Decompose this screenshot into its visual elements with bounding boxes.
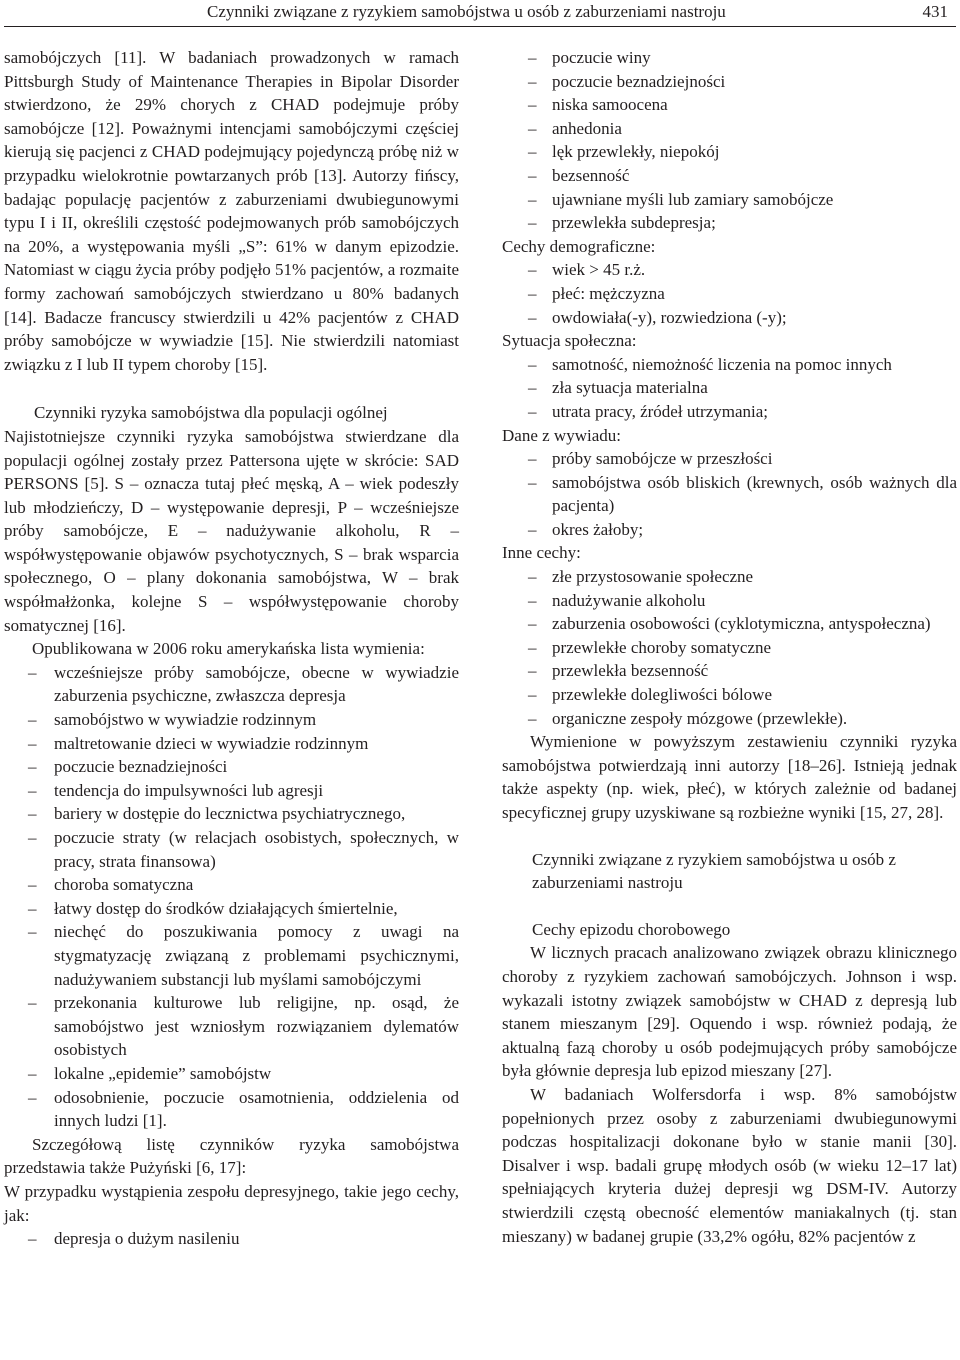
- dash-marker: –: [528, 637, 537, 657]
- dash-marker: –: [528, 472, 537, 492]
- running-title: Czynniki związane z ryzykiem samobójstwa u osób z zaburzeniami nastroju: [207, 2, 726, 21]
- risk-factor-list: [4, 661, 459, 1133]
- list-item: – przewlekła bezsenność: [502, 659, 957, 683]
- list-item: – organiczne zespoły mózgowe (przewlekłe).: [502, 707, 957, 731]
- list-item: – poczucie winy: [502, 46, 957, 70]
- list-item: – przewlekła subdepresja;: [502, 211, 957, 235]
- list-item: – okres żałoby;: [502, 518, 957, 542]
- dash-marker: –: [528, 142, 537, 162]
- paragraph-confirmation: Wymienione w powyższym zestawieniu czynniki ryzyka samobójstwa potwierdzają inni autorzy [18–26]. Istnieją jednak także aspekty (np. wiek, płeć), w których zależnie od badanej specyficznej grupy uzyskiwane są rozbieżne wyniki [15, 27, 28].: [502, 732, 957, 822]
- dash-marker: –: [528, 213, 537, 233]
- spacer: [502, 825, 957, 848]
- list-item: – przewlekłe choroby somatyczne: [502, 636, 957, 660]
- dash-marker: –: [528, 614, 537, 634]
- list-item: – bezsenność: [502, 164, 957, 188]
- dash-marker: –: [28, 1063, 37, 1083]
- list-item: – łatwy dostęp do środków działających śmiertelnie,: [4, 897, 459, 921]
- list-item: – tendencja do impulsywności lub agresji: [4, 779, 459, 803]
- list-item: – niska samoocena: [502, 93, 957, 117]
- paragraph-american-list: Opublikowana w 2006 roku amerykańska lista wymienia:: [32, 639, 425, 659]
- page-header: [0, 0, 960, 27]
- paragraph-depressive-syndrome: W przypadku wystąpienia zespołu depresyjnego, takie jego cechy, jak:: [4, 1181, 459, 1225]
- dash-marker: –: [528, 165, 537, 185]
- paragraph-clinical-picture: W licznych pracach analizowano związek obrazu klinicznego choroby z ryzykiem zachowań samobójczych. Johnson i wsp. wykazali istotny związek samobójstw w CHAD z depresją lub stanem mieszanym [29]. Oquendo i wsp. również podają, że aktualną fazą choroby u osób podejmujących próby samobójcze była głównie depresja lub epizod mieszany [27].: [502, 943, 957, 1081]
- dash-marker: –: [528, 378, 537, 398]
- label-other: Inne cechy:: [502, 543, 581, 563]
- list-item: – wiek > 45 r.ż.: [502, 258, 957, 282]
- list-item: – maltretowanie dzieci w wywiadzie rodzinnym: [4, 732, 459, 756]
- paragraph-sad-persons: Najistotniejsze czynniki ryzyka samobójstwa stwierdzane dla populacji ogólnej zostały przez Pattersona ujęte w skrócie: SAD PERSONS [5]. S – oznacza tutaj płeć męską, A – wiek podeszły lub młodzieńczy, D – występowanie depresji, P – wcześniejsze próby samobójcze, E – nadużywanie alkoholu, R – współwystępowanie objawów psychotycznych, S – brak wsparcia społecznego, O – plany dokonania samobójstwa, W – brak współmałżonka, kolejne S – współwystępowanie choroby somatycznej [16].: [4, 426, 459, 635]
- list-item: – owdowiała(-y), rozwiedziona (-y);: [502, 306, 957, 330]
- dash-marker: –: [28, 1229, 37, 1249]
- dash-marker: –: [28, 875, 37, 895]
- depression-features-list: [4, 1227, 459, 1251]
- list-item: – lokalne „epidemie” samobójstw: [4, 1062, 459, 1086]
- right-column: [502, 46, 957, 1248]
- dash-marker: –: [28, 710, 37, 730]
- list-item: – lęk przewlekły, niepokój: [502, 140, 957, 164]
- list-item: – przekonania kulturowe lub religijne, np. osąd, że samobójstwo jest wzniosłym rozwiązaniem dylematów osobistych: [28, 993, 459, 1060]
- dash-marker: –: [28, 1087, 37, 1107]
- section-heading-mood-disorders: Czynniki związane z ryzykiem samobójstwa u osób z zaburzeniami nastroju: [532, 849, 896, 893]
- page-number: 431: [922, 2, 948, 21]
- dash-marker: –: [528, 95, 537, 115]
- list-item: – anhedonia: [502, 117, 957, 141]
- dash-marker: –: [28, 922, 37, 942]
- list-item: – wcześniejsze próby samobójcze, obecne w wywiadzie zaburzenia psychiczne, zwłaszcza depresja: [28, 662, 459, 706]
- dash-marker: –: [528, 567, 537, 587]
- dash-marker: –: [528, 354, 537, 374]
- list-item: – przewlekłe dolegliwości bólowe: [502, 683, 957, 707]
- paragraph-wolfersdorf: W badaniach Wolfersdorfa i wsp. 8% samobójstw popełnionych przez osoby z zaburzeniami dwubiegunowymi podczas hospitalizacji dokonane było w stanie manii [30]. Disalver i wsp. badali grupę młodych osób (w wieku 12–17 lat) spełniających kryteria dużej depresji wg DSM-IV. Autorzy stwierdzili częstą obecność elementów maniakalnych (tj. stan mieszany) w badanej grupie (33,2% ogółu, 82% pacjentów z: [502, 1084, 957, 1246]
- subsection-heading-episode-features: Cechy epizodu chorobowego: [532, 919, 731, 939]
- dash-marker: –: [528, 118, 537, 138]
- spacer: [502, 895, 957, 918]
- list-item: – poczucie beznadziejności: [4, 755, 459, 779]
- dash-marker: –: [528, 590, 537, 610]
- label-demographic: Cechy demograficzne:: [502, 236, 656, 256]
- left-column: [4, 46, 459, 1251]
- list-item: – samobójstwa osób bliskich (krewnych, osób ważnych dla pacjenta): [528, 472, 957, 516]
- dash-marker: –: [528, 71, 537, 91]
- dash-marker: –: [528, 685, 537, 705]
- list-item: – próby samobójcze w przeszłości: [502, 447, 957, 471]
- dash-marker: –: [528, 260, 537, 280]
- list-item: – samotność, niemożność liczenia na pomoc innych: [502, 353, 957, 377]
- list-item: – niechęć do poszukiwania pomocy z uwagi na stygmatyzację związaną z problemami psychicznymi, nadużywaniem substancji lub myślami samobójczymi: [28, 922, 459, 989]
- other-list: [502, 565, 957, 730]
- dash-marker: –: [28, 993, 37, 1013]
- dash-marker: –: [28, 757, 37, 777]
- depression-features-list-continued: [502, 46, 957, 235]
- dash-marker: –: [28, 828, 37, 847]
- header-rule: [4, 26, 956, 27]
- list-item: – nadużywanie alkoholu: [502, 589, 957, 613]
- dash-marker: –: [28, 733, 37, 753]
- list-item: – ujawniane myśli lub zamiary samobójcze: [502, 188, 957, 212]
- dash-marker: –: [528, 708, 537, 728]
- list-item: – odosobnienie, poczucie osamotnienia, oddzielenia od innych ludzi [1].: [28, 1087, 459, 1131]
- list-item: – samobójstwo w wywiadzie rodzinnym: [4, 708, 459, 732]
- list-item: – bariery w dostępie do lecznictwa psychiatrycznego,: [4, 802, 459, 826]
- list-item: – zła sytuacja materialna: [502, 376, 957, 400]
- label-social: Sytuacja społeczna:: [502, 331, 637, 351]
- dash-marker: –: [528, 189, 537, 209]
- list-item: – poczucie beznadziejności: [502, 70, 957, 94]
- label-history: Dane z wywiadu:: [502, 425, 621, 445]
- section-heading-general-population: Czynniki ryzyka samobójstwa dla populacji ogólnej: [34, 403, 388, 423]
- list-item: – depresja o dużym nasileniu: [4, 1227, 459, 1251]
- paragraph-intro: samobójczych [11]. W badaniach prowadzonych w ramach Pittsburgh Study of Maintenance Therapies in Bipolar Disorder stwierdzono, że 29% chorych z CHAD podejmuje próby samobójcze [12]. Poważnymi intencjami samobójczymi częściej kierują się pacjenci z CHAD podejmujący pojedynczą próbę niż w przypadku wielokrotnie powtarzanych prób [13]. Autorzy fińscy, badając populację pacjentów z zaburzeniami dwubiegunowymi typu I i II, określili częstość podejmowanych prób samobójczych na 20%, a występowania myśli „S”: 61% w danym epizodzie. Natomiast w ciągu życia próby podjęło 51% pacjentów, a rozmaite formy zachowań samobójczych stwierdzano u 80% badanych [14]. Badacze francuscy stwierdzili u 42% pacjentów z CHAD próby samobójcze w wywiadzie [15]. Nie stwierdzili natomiast związku z I lub II typem choroby [15].: [4, 48, 459, 374]
- dash-marker: –: [28, 780, 37, 800]
- list-item: – choroba somatyczna: [4, 873, 459, 897]
- social-list: [502, 353, 957, 424]
- list-item: – poczucie straty (w relacjach osobistych, społecznych, w pracy, strata finansowa): [28, 828, 459, 871]
- dash-marker: –: [28, 804, 37, 824]
- dash-marker: –: [528, 283, 537, 303]
- dash-marker: –: [528, 519, 537, 539]
- demographic-list: [502, 258, 957, 329]
- dash-marker: –: [28, 898, 37, 918]
- history-list: [502, 447, 957, 541]
- dash-marker: –: [528, 661, 537, 681]
- list-item: – utrata pracy, źródeł utrzymania;: [502, 400, 957, 424]
- dash-marker: –: [528, 401, 537, 421]
- dash-marker: –: [528, 449, 537, 469]
- dash-marker: –: [528, 307, 537, 327]
- paragraph-puzynski: Szczegółową listę czynników ryzyka samobójstwa przedstawia także Pużyński [6, 17]:: [4, 1134, 459, 1178]
- dash-marker: –: [528, 48, 537, 67]
- list-item: – płeć: mężczyzna: [502, 282, 957, 306]
- list-item: – zaburzenia osobowości (cyklotymiczna, antyspołeczna): [502, 612, 957, 636]
- dash-marker: –: [28, 662, 37, 682]
- list-item: – złe przystosowanie społeczne: [502, 565, 957, 589]
